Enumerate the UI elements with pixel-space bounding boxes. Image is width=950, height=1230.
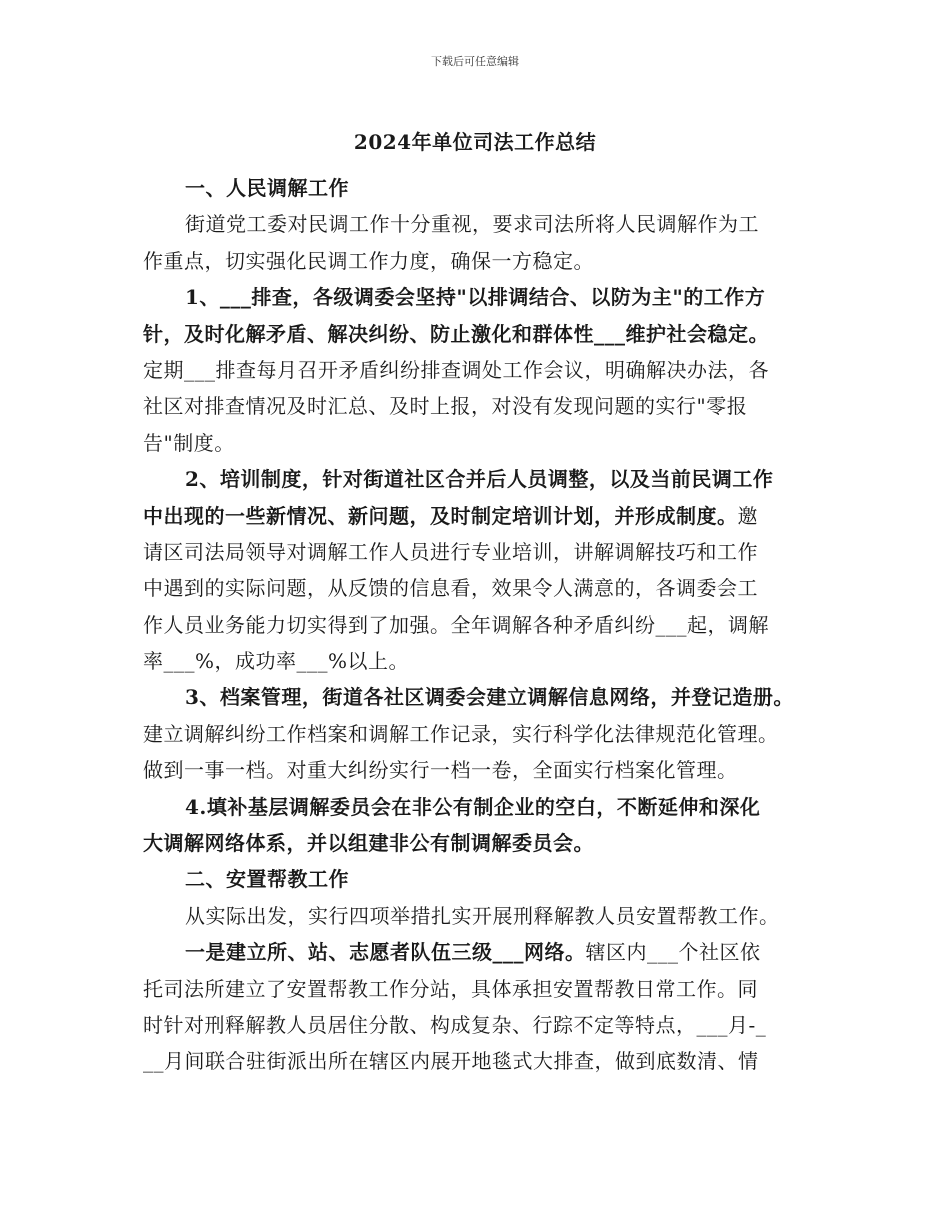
paragraph-line bbox=[143, 1007, 810, 1043]
paragraph-line bbox=[143, 243, 810, 279]
paragraph-line bbox=[143, 971, 810, 1007]
line-text: 2、培训制度，针对街道社区合并后人员调整，以及当前民调工作 bbox=[185, 467, 774, 492]
document-body bbox=[143, 170, 810, 1080]
line-text: 中遇到的实际问题，从反馈的信息看，效果令人满意的，各调委会工 bbox=[143, 576, 758, 601]
line-text: 托司法所建立了安置帮教工作分站，具体承担安置帮教日常工作。同 bbox=[143, 976, 758, 1001]
line-text: 3、档案管理，街道各社区调委会建立调解信息网络，并登记造册。 bbox=[185, 685, 794, 710]
line-text: 率___%，成功率___%以上。 bbox=[143, 649, 410, 674]
paragraph-line bbox=[143, 388, 810, 424]
paragraph-line bbox=[143, 1043, 810, 1079]
line-text: 针，及时化解矛盾、解决纠纷、防止激化和群体性___维护社会稳定。 bbox=[143, 321, 769, 346]
line-text: 邀 bbox=[737, 503, 758, 528]
paragraph-line bbox=[143, 206, 810, 242]
paragraph-line bbox=[143, 607, 810, 643]
line-text: 定期___排查每月召开矛盾纠纷排查调处工作会议，明确解决办法，各 bbox=[143, 357, 769, 382]
line-text: 4.填补基层调解委员会在非公有制企业的空白，不断延伸和深化 bbox=[185, 794, 761, 819]
line-text: 街道党工委对民调工作十分重视，要求司法所将人民调解作为工 bbox=[185, 212, 759, 237]
line-text: 告"制度。 bbox=[143, 430, 235, 455]
line-text: 一、人民调解工作 bbox=[185, 176, 349, 200]
line-text: 从实际出发，实行四项举措扎实开展刑释解教人员安置帮教工作。 bbox=[185, 903, 780, 928]
item-heading-1-cont bbox=[143, 316, 810, 352]
line-text: 二、安置帮教工作 bbox=[185, 867, 349, 892]
line-text: 社区对排查情况及时汇总、及时上报，对没有发现问题的实行"零报 bbox=[143, 394, 748, 419]
line-text: 做到一事一档。对重大纠纷实行一档一卷，全面实行档案化管理。 bbox=[143, 758, 738, 783]
line-text: 时针对刑释解教人员居住分散、构成复杂、行踪不定等特点，___月-_ bbox=[143, 1012, 767, 1037]
page-header: 下载后可任意编辑 bbox=[431, 55, 519, 68]
line-text: 请区司法局领导对调解工作人员进行专业培训，讲解调解技巧和工作 bbox=[143, 539, 758, 564]
section-heading-2 bbox=[143, 861, 810, 897]
paragraph-line bbox=[143, 352, 810, 388]
paragraph-line bbox=[143, 752, 810, 788]
paragraph-line bbox=[143, 534, 810, 570]
item-heading-2 bbox=[143, 461, 810, 497]
paragraph-line bbox=[143, 425, 810, 461]
line-bold-text: 中出现的一些新情况、新问题，及时制定培训计划，并形成制度。 bbox=[143, 503, 738, 528]
paragraph-line bbox=[143, 716, 810, 752]
item-heading-1 bbox=[143, 279, 810, 315]
paragraph-line bbox=[143, 898, 810, 934]
line-bold-text: 一是建立所、站、志愿者队伍三级___网络。 bbox=[185, 940, 586, 965]
item-heading-4 bbox=[143, 789, 810, 825]
line-text: 作重点，切实强化民调工作力度，确保一方稳定。 bbox=[143, 248, 594, 273]
paragraph-line bbox=[143, 498, 810, 534]
line-text: __月间联合驻街派出所在辖区内展开地毯式大排查，做到底数清、情 bbox=[143, 1049, 759, 1074]
line-text: 建立调解纠纷工作档案和调解工作记录，实行科学化法律规范化管理。 bbox=[143, 721, 779, 746]
line-text: 大调解网络体系，并以组建非公有制调解委员会。 bbox=[143, 831, 594, 856]
item-heading-4-cont bbox=[143, 825, 810, 861]
item-heading-3 bbox=[143, 679, 810, 715]
section-heading-1 bbox=[143, 170, 810, 206]
paragraph-line bbox=[143, 934, 810, 970]
line-text: 作人员业务能力切实得到了加强。全年调解各种矛盾纠纷___起，调解 bbox=[143, 612, 769, 637]
line-text: 辖区内___个社区依 bbox=[585, 940, 761, 965]
paragraph-line bbox=[143, 643, 810, 679]
document-title: 2024年单位司法工作总结 bbox=[353, 130, 597, 154]
paragraph-line bbox=[143, 570, 810, 606]
line-text: 1、___排查，各级调委会坚持"以排调结合、以防为主"的工作方 bbox=[185, 285, 766, 310]
